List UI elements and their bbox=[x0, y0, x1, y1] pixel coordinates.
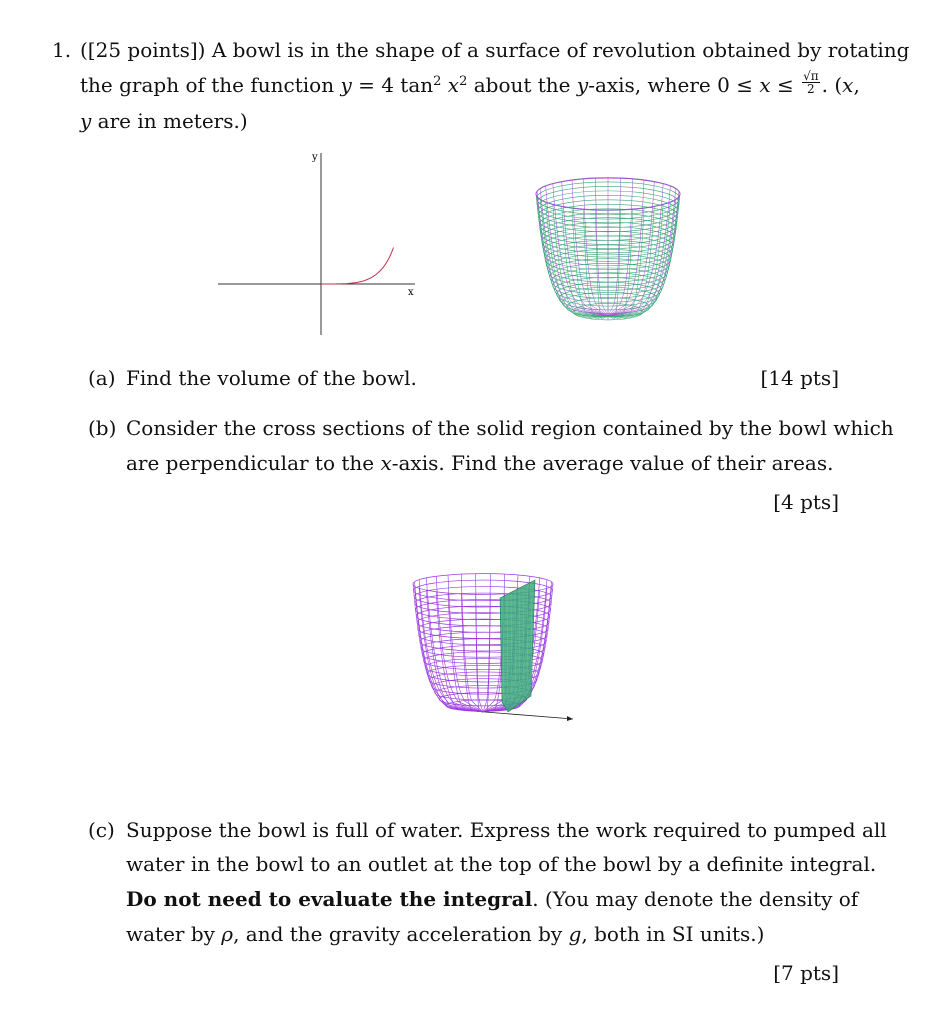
line3-y: y bbox=[80, 109, 92, 133]
part-a-text: Find the volume of the bowl. bbox=[126, 366, 417, 390]
part-c-bold-instruction: Do not need to evaluate the integral bbox=[126, 887, 533, 911]
graph-figure bbox=[210, 145, 430, 340]
part-c-line4-b: , and the gravity acceleration by bbox=[233, 922, 563, 946]
bowl-wireframe-figure bbox=[528, 170, 688, 325]
part-c-points: [7 pts] bbox=[773, 961, 839, 985]
part-b-line2-a: are perpendicular to the bbox=[126, 451, 375, 475]
axis-word: -axis, where 0 ≤ bbox=[588, 73, 753, 97]
part-c-label: (c) bbox=[88, 818, 115, 842]
part-b-line2-b: -axis. Find the average value of their areas. bbox=[391, 451, 834, 475]
bowl-meridian bbox=[476, 574, 483, 712]
question-line-3 bbox=[80, 109, 248, 133]
g-symbol: g bbox=[568, 922, 582, 946]
y-axis-label: y bbox=[312, 152, 318, 163]
part-c-line-2: water in the bowl to an outlet at the top of the bowl by a definite integral. bbox=[126, 852, 877, 876]
bowl-meridian bbox=[596, 178, 609, 316]
line3-rest: are in meters.) bbox=[97, 109, 248, 133]
part-b-label: (b) bbox=[88, 416, 117, 440]
part-c-line3-rest: . (You may denote the density of bbox=[532, 887, 859, 911]
part-c-line4-c: , both in SI units.) bbox=[581, 922, 765, 946]
part-c-line-3 bbox=[126, 887, 858, 911]
part-b-line-1: Consider the cross sections of the solid region contained by the bowl which bbox=[126, 416, 894, 440]
tail-x: x bbox=[842, 73, 854, 97]
equation-tan: = 4 tan bbox=[358, 73, 434, 97]
var-y-axis: y bbox=[576, 73, 589, 97]
cross-section-figure bbox=[405, 570, 585, 730]
rho-symbol: ρ bbox=[221, 922, 234, 946]
bowl-meridian bbox=[540, 189, 608, 317]
fraction-sqrt-pi-over-2 bbox=[802, 70, 820, 95]
question-line1-text: A bowl is in the shape of a surface of revolution obtained by rotating bbox=[211, 38, 910, 62]
part-c-line4-a: water by bbox=[126, 922, 215, 946]
sup-2: 2 bbox=[433, 74, 442, 89]
tail-open: . ( bbox=[821, 73, 843, 97]
part-a-label: (a) bbox=[88, 366, 116, 390]
frac-num: √π bbox=[803, 69, 819, 83]
part-a-points: [14 pts] bbox=[760, 366, 839, 390]
bowl-meridian bbox=[608, 178, 621, 316]
bowl-meridian bbox=[461, 575, 483, 713]
question-points: ([25 points]) bbox=[80, 38, 206, 62]
var-y: y bbox=[340, 73, 352, 97]
tail-comma: , bbox=[853, 73, 860, 97]
question-line-2 bbox=[80, 69, 860, 99]
var-x-range: x bbox=[759, 73, 771, 97]
var-x: x bbox=[447, 73, 460, 97]
part-b-var-x: x bbox=[380, 451, 392, 475]
x-axis-label: x bbox=[408, 287, 414, 298]
bowl-meridian bbox=[483, 574, 490, 712]
cross-section-sheet bbox=[500, 580, 535, 712]
x-axis-arrow bbox=[485, 712, 573, 719]
bowl-meridian bbox=[608, 189, 676, 317]
part-c-line-4 bbox=[126, 922, 764, 946]
sup-2b: 2 bbox=[459, 74, 468, 89]
frac-den: 2 bbox=[807, 82, 815, 96]
le-sign: ≤ bbox=[776, 73, 794, 97]
part-b-line-2 bbox=[126, 451, 833, 475]
x-axis-arrowhead bbox=[567, 716, 573, 721]
line2-about: about the bbox=[473, 73, 571, 97]
line2-intro: the graph of the function bbox=[80, 73, 335, 97]
function-curve bbox=[321, 248, 394, 285]
part-b-points: [4 pts] bbox=[773, 490, 839, 514]
part-c-line-1: Suppose the bowl is full of water. Express the work required to pumped all bbox=[126, 818, 887, 842]
question-line-1 bbox=[80, 38, 909, 62]
question-number: 1. bbox=[52, 38, 72, 62]
